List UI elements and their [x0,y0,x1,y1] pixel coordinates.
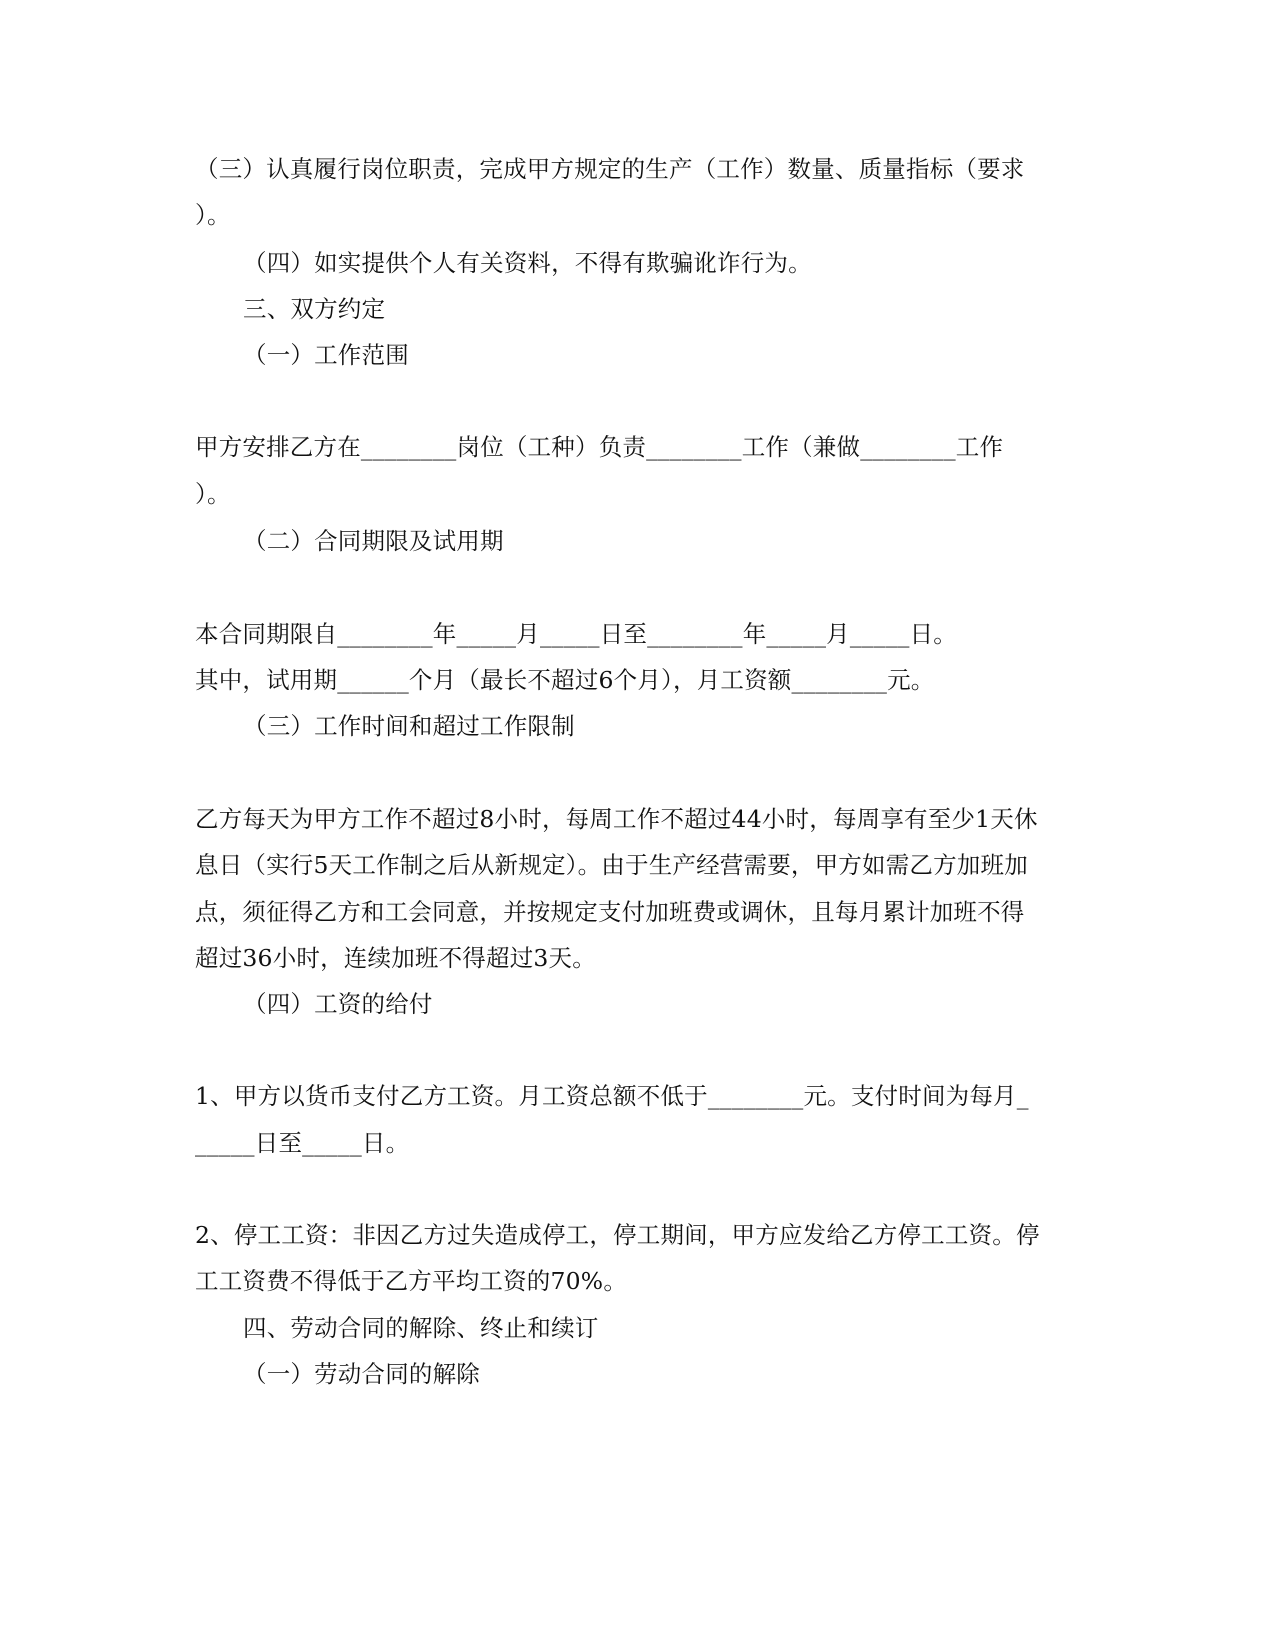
clause-line: 超过36小时，连续加班不得超过3天。 [195,944,596,972]
subsection-heading: （二）合同期限及试用期 [243,527,504,555]
clause-line: 1、甲方以货币支付乙方工资。月工资总额不低于________元。支付时间为每月_ [195,1082,1029,1110]
clause-line: ）。 [195,201,231,229]
clause-line: 本合同期限自________年_____月_____日至________年_____月_____日。 [195,620,957,648]
subsection-heading: （四）工资的给付 [243,990,433,1018]
clause-line: _____日至_____日。 [195,1129,410,1157]
clause-line: 点，须征得乙方和工会同意，并按规定支付加班费或调休，且每月累计加班不得 [195,898,1025,926]
clause-line: 甲方安排乙方在________岗位（工种）负责________工作（兼做________工作 [195,433,1004,461]
clause-line: （三）认真履行岗位职责，完成甲方规定的生产（工作）数量、质量指标（要求 [195,155,1025,183]
subsection-heading: （一）工作范围 [243,341,409,369]
subsection-heading: （一）劳动合同的解除 [243,1360,480,1388]
clause-line: （四）如实提供个人有关资料，不得有欺骗讹诈行为。 [243,249,812,277]
clause-line: 工工资费不得低于乙方平均工资的70%。 [195,1267,628,1295]
clause-line: 2、停工工资：非因乙方过失造成停工，停工期间，甲方应发给乙方停工工资。停 [195,1221,1040,1249]
section-heading: 三、双方约定 [243,295,386,323]
section-heading: 四、劳动合同的解除、终止和续订 [243,1314,599,1342]
clause-line: 乙方每天为甲方工作不超过8小时，每周工作不超过44小时，每周享有至少1天休 [195,805,1038,833]
clause-line: ）。 [195,480,231,508]
clause-line: 其中，试用期______个月（最长不超过6个月），月工资额________元。 [195,666,935,694]
subsection-heading: （三）工作时间和超过工作限制 [243,712,575,740]
clause-line: 息日（实行5天工作制之后从新规定）。由于生产经营需要，甲方如需乙方加班加 [195,851,1028,879]
